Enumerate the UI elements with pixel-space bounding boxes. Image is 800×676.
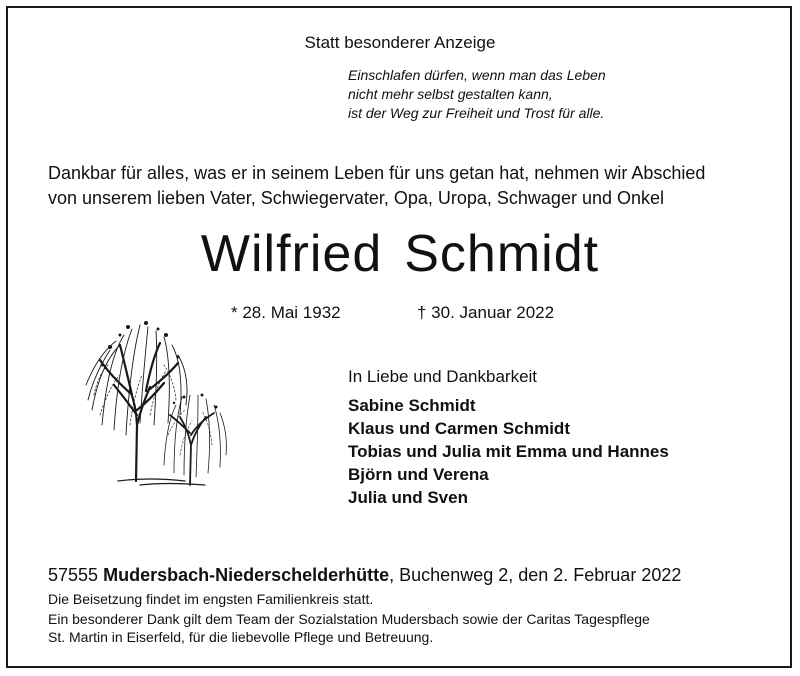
place-line (48, 565, 681, 586)
thanks-note-line: St. Martin in Eiserfeld, für die liebevolle Pflege und Betreuung. (48, 629, 434, 645)
town: Mudersbach-Niederschelderhütte (103, 565, 390, 585)
poem-line: nicht mehr selbst gestalten kann, (348, 86, 553, 102)
intro-line: Dankbar für alles, was er in seinem Leben für uns getan hat, nehmen wir Abschied (48, 163, 706, 183)
poem (348, 66, 606, 123)
family-member: Sabine Schmidt (348, 396, 476, 415)
family-member: Klaus und Carmen Schmidt (348, 419, 570, 438)
postcode: 57555 (48, 565, 99, 585)
last-name: Schmidt (404, 225, 600, 283)
family-list (348, 394, 669, 509)
death-date: † 30. Januar 2022 (417, 303, 555, 322)
poem-line: Einschlafen dürfen, wenn man das Leben (348, 67, 606, 83)
notice-header: Statt besonderer Anzeige (304, 33, 496, 52)
first-name: Wilfried (200, 225, 383, 283)
thanks-note-line: Ein besonderer Dank gilt dem Team der Sozialstation Mudersbach sowie der Caritas Tagespflege (48, 611, 650, 627)
burial-note: Die Beisetzung findet im engsten Familienkreis statt. (48, 591, 374, 607)
poem-line: ist der Weg zur Freiheit und Trost für alle. (348, 105, 605, 121)
intro-line: von unserem lieben Vater, Schwiegervater, Opa, Uropa, Schwager und Onkel (48, 188, 665, 208)
intro-text (48, 161, 705, 211)
birth-date: * 28. Mai 1932 (231, 303, 341, 322)
address-date: , Buchenweg 2, den 2. Februar 2022 (389, 565, 682, 585)
family-member: Tobias und Julia mit Emma und Hannes (348, 442, 669, 461)
thanks-line: In Liebe und Dankbarkeit (348, 367, 538, 386)
deceased-name (0, 224, 800, 284)
family-member: Julia und Sven (348, 488, 468, 507)
family-member: Björn und Verena (348, 465, 489, 484)
tree-illustration-icon (80, 305, 230, 495)
